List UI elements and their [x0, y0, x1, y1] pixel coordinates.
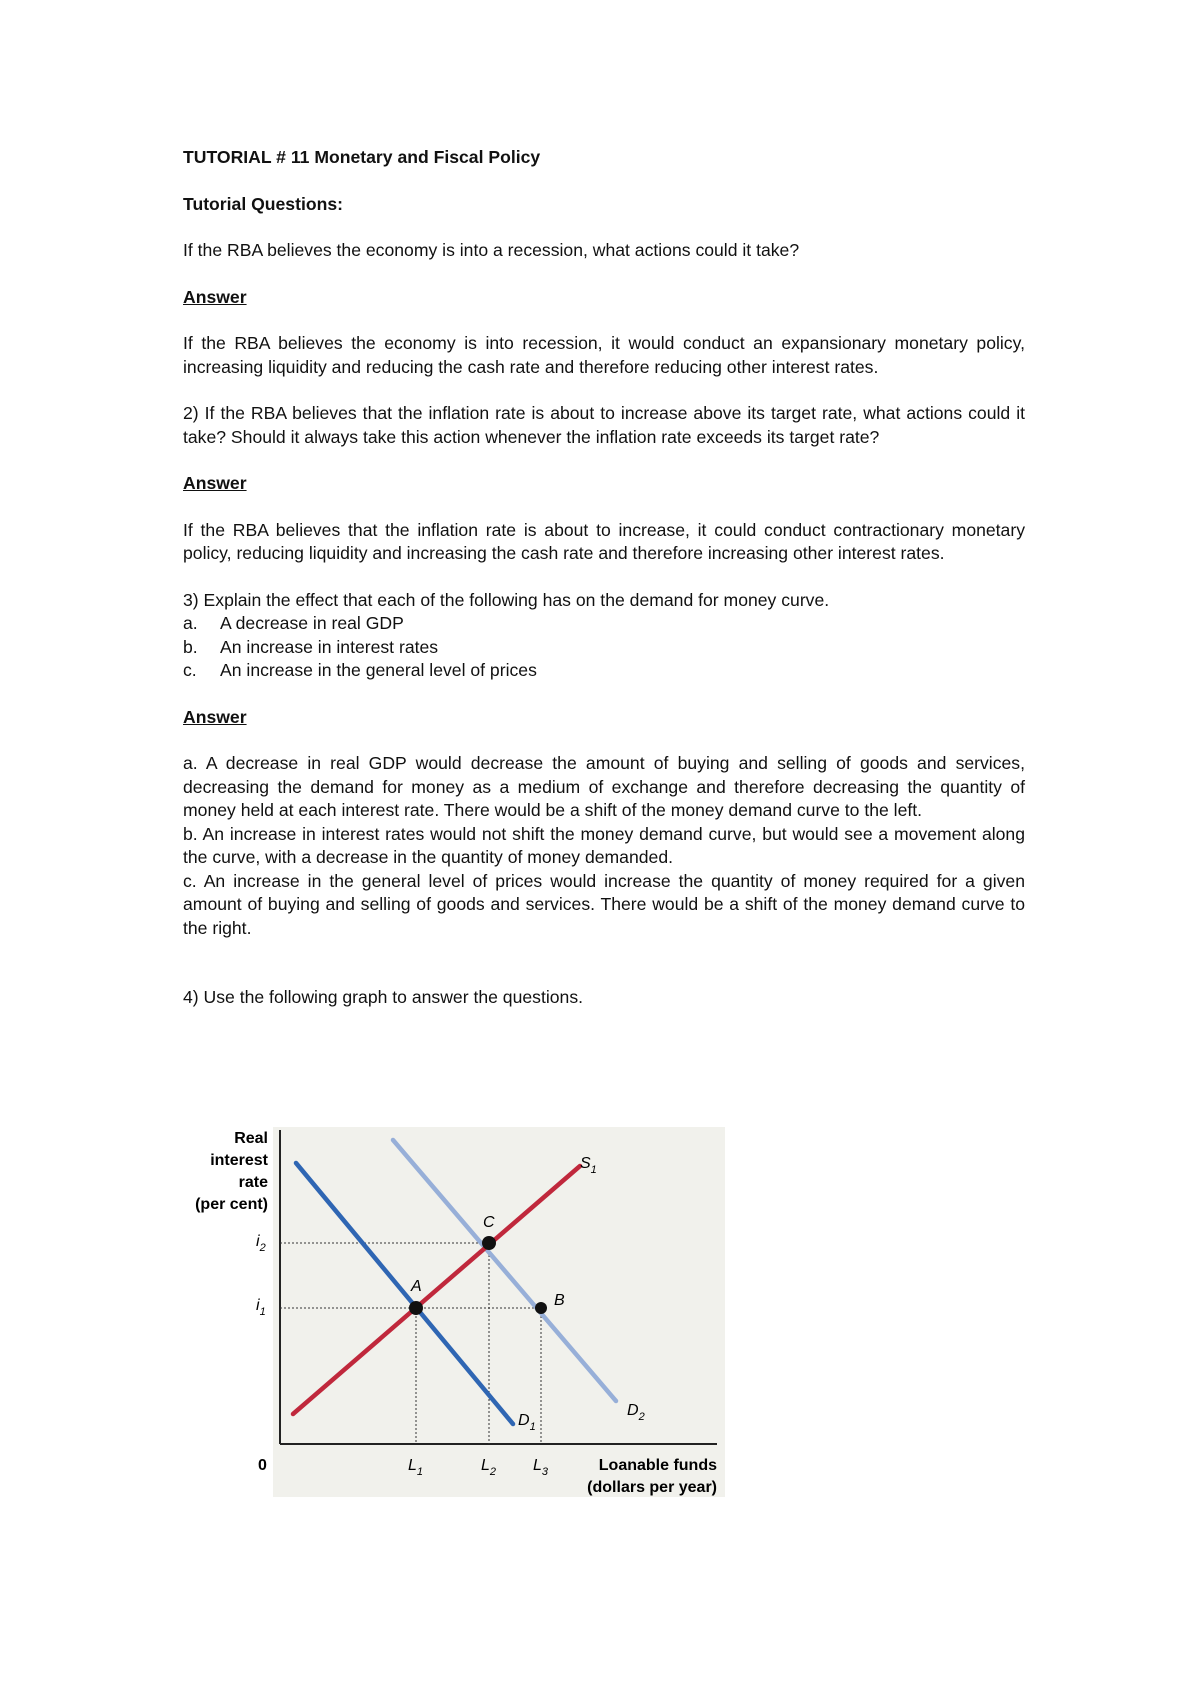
document-body — [183, 146, 1025, 1010]
answer-3b: b. An increase in interest rates would not shift the money demand curve, but would see a movement along the curve, with a decrease in the quantity of money demanded. — [183, 823, 1025, 867]
list-text: An increase in interest rates — [220, 636, 439, 657]
y-axis-label-line: Real — [234, 1130, 268, 1147]
y-tick-i1: $i_1$ — [256, 1297, 266, 1318]
x-axis-label-line: Loanable funds — [598, 1457, 717, 1474]
answer-3c: c. An increase in the general level of prices would increase the quantity of money required for a given amount of buying and selling of goods and services. There would be a shift of the money demand curve to the right. — [183, 870, 1025, 938]
list-letter: b. — [183, 636, 198, 657]
answer-heading-1: Answer — [183, 286, 247, 307]
list-item — [183, 636, 1025, 660]
answer-heading-2: Answer — [183, 473, 247, 493]
list-text: An increase in the general level of prices — [220, 660, 537, 680]
x-tick-l1: $L_1$ — [408, 1457, 424, 1478]
y-tick-i2: $i_2$ — [256, 1233, 266, 1254]
question-2: 2) If the RBA believes that the inflation rate is about to increase above its target rate, what actions could it take? Should it always take this action whenever the inflation rate exceeds its target rate? — [183, 403, 1025, 447]
point-a — [409, 1301, 423, 1315]
chart-plot-area — [273, 1127, 725, 1497]
x-axis-label-line: (dollars per year) — [587, 1479, 717, 1496]
point-label-c: C — [483, 1214, 495, 1231]
list-item — [183, 612, 1025, 636]
x-tick-l2: $L_2$ — [481, 1457, 497, 1478]
answer-1: If the RBA believes the economy is into recession, it would conduct an expansionary monetary policy, increasing liquidity and reducing the cash rate and therefore reducing other interest rates. — [183, 333, 1025, 377]
answer-heading-3: Answer — [183, 706, 247, 727]
page-title: TUTORIAL # 11 Monetary and Fiscal Policy — [183, 147, 541, 167]
chart-svg — [183, 1127, 725, 1497]
question-4: 4) Use the following graph to answer the questions. — [183, 987, 584, 1007]
answer-3a: a. A decrease in real GDP would decrease the amount of buying and selling of goods and services, decreasing the demand for money as a medium of exchange and therefore decreasing the quantity of money held at each interest rate. There would be a shift of the money demand curve to the left. — [183, 753, 1025, 820]
curve-label-d1: $D_1$ — [518, 1412, 536, 1433]
list-letter: c. — [183, 660, 197, 680]
point-c — [482, 1236, 496, 1250]
tutorial-questions-heading: Tutorial Questions: — [183, 193, 343, 214]
y-axis-label-line: (per cent) — [195, 1196, 268, 1213]
curve-label-s1: $S_1$ — [580, 1155, 597, 1176]
x-tick-l3: $L_3$ — [533, 1457, 549, 1478]
loanable-funds-chart — [183, 1127, 725, 1497]
curve-label-d2: $D_2$ — [627, 1402, 645, 1423]
origin-label: 0 — [258, 1457, 267, 1474]
list-letter: a. — [183, 613, 198, 633]
answer-2: If the RBA believes that the inflation rate is about to increase, it could conduct contractionary monetary policy, reducing liquidity and increasing the cash rate and therefore increasing other interest rates. — [183, 519, 1025, 563]
point-b — [535, 1302, 547, 1314]
question-3: 3) Explain the effect that each of the following has on the demand for money curve. — [183, 589, 830, 610]
y-axis-label-line: interest — [210, 1152, 268, 1169]
list-text: A decrease in real GDP — [220, 613, 404, 633]
point-label-b: B — [554, 1292, 565, 1309]
question-1: If the RBA believes the economy is into a recession, what actions could it take? — [183, 240, 800, 260]
list-item — [183, 659, 1025, 683]
y-axis-label-line: rate — [238, 1174, 268, 1191]
point-label-a: A — [411, 1278, 422, 1295]
